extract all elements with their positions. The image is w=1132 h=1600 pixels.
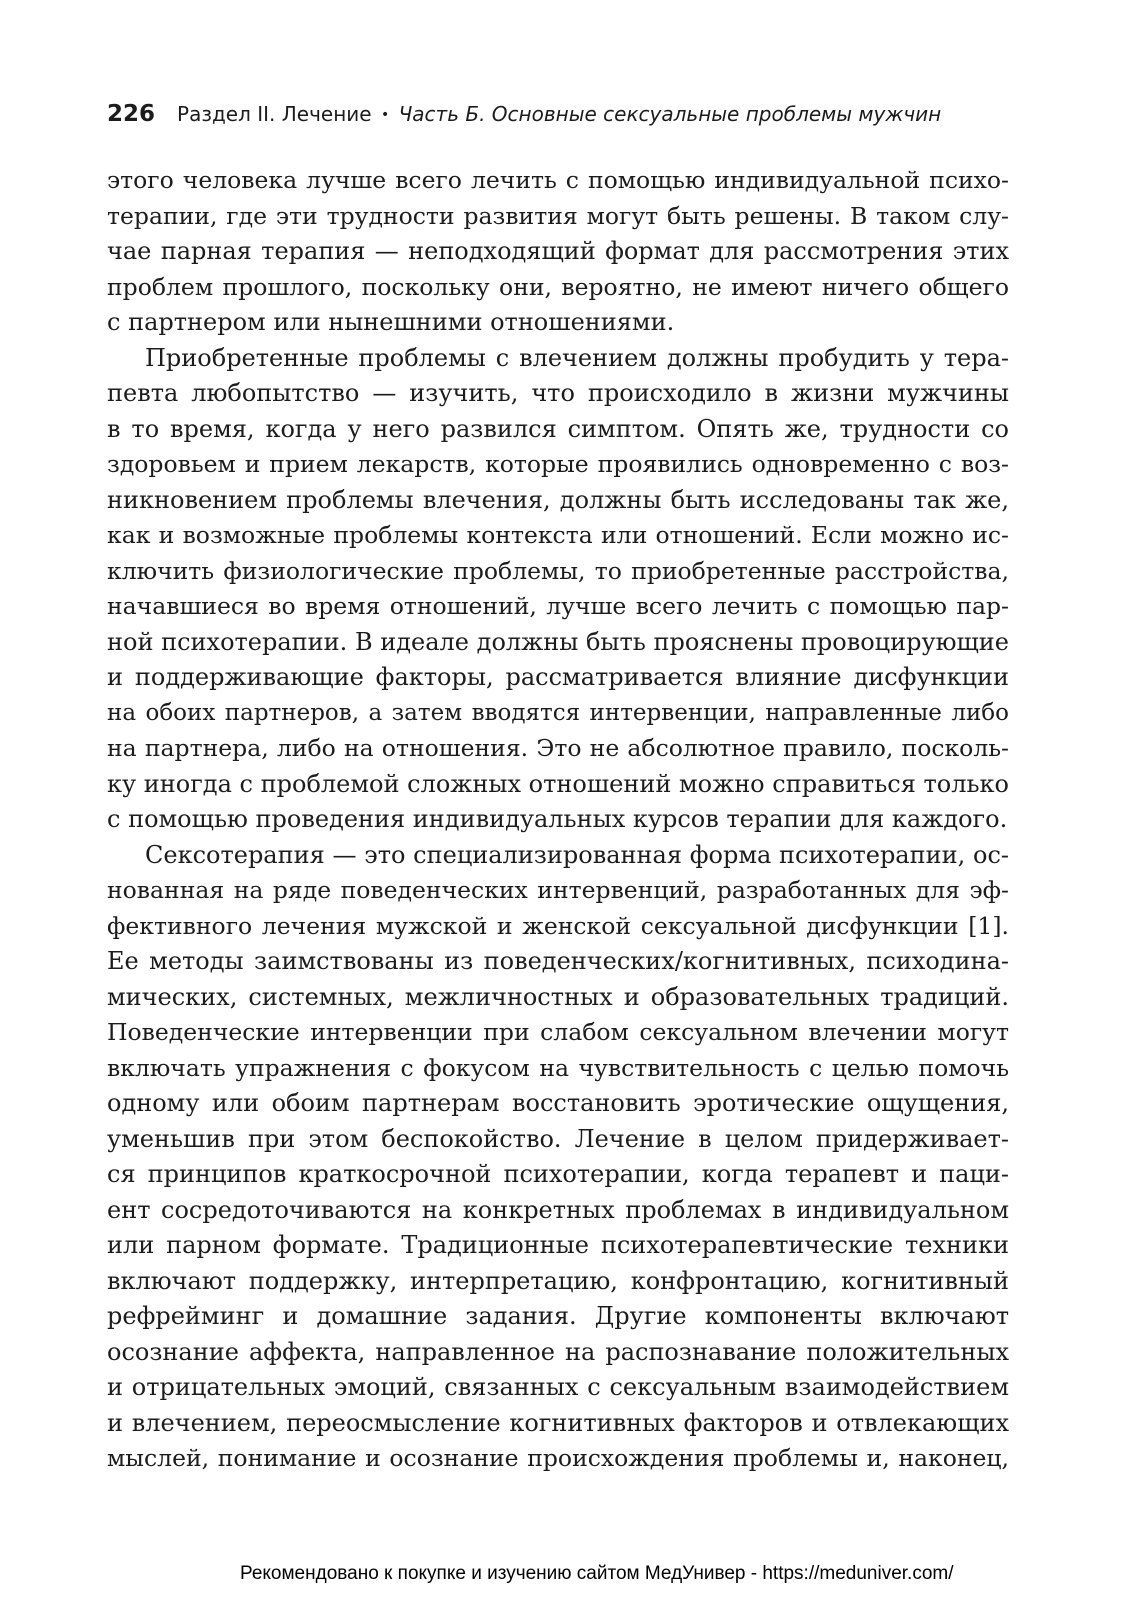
text-line: здоровьем и прием лекарств, которые проявились одновременно с воз-	[107, 450, 1009, 478]
text-line: терапии, где эти трудности развития могут быть решены. В таком слу-	[107, 201, 1009, 230]
text-line: как и возможные проблемы контекста или отношений. Если можно ис-	[107, 521, 1009, 549]
text-line: рефрейминг и домашние задания. Другие компоненты включают	[107, 1302, 1009, 1330]
page-number: 226	[107, 101, 156, 127]
text-line: на обоих партнеров, а затем вводятся интервенции, направленные либо	[107, 699, 1009, 726]
text-line: ключить физиологические проблемы, то приобретенные расстройства,	[107, 556, 1009, 585]
text-line: начавшиеся во время отношений, лучше всего лечить с помощью пар-	[107, 592, 1009, 620]
body-text	[107, 163, 1009, 1477]
header-separator: •	[380, 107, 390, 123]
paragraph-start: Сексотерапия — это специализированная форма психотерапии, ос-	[145, 840, 1009, 869]
text-line: включать упражнения с фокусом на чувствительность с целью помочь	[107, 1053, 1009, 1082]
text-line: на партнера, либо на отношения. Это не абсолютное правило, посколь-	[107, 734, 1009, 762]
text-line: мыслей, понимание и осознание происхождения проблемы и, наконец,	[107, 1444, 1009, 1472]
text-line: певта любопытство — изучить, что происходило в жизни мужчины	[107, 379, 1009, 407]
text-line: ной психотерапии. В идеале должны быть прояснены провоцирующие	[107, 627, 1009, 656]
text-line: фективного лечения мужской и женской сексуальной дисфункции [1].	[107, 911, 1009, 940]
text-line: и отрицательных эмоций, связанных с сексуальным взаимодействием	[107, 1373, 1009, 1401]
text-line: одному или обоим партнерам восстановить эротические ощущения,	[107, 1089, 1009, 1117]
text-line: Ее методы заимствованы из поведенческих/когнитивных, психодина-	[107, 947, 1009, 975]
part-title: Часть Б. Основные сексуальные проблемы мужчин	[398, 102, 942, 126]
text-line: и влечением, переосмысление когнитивных факторов и отвлекающих	[107, 1408, 1009, 1437]
text-line: нованная на ряде поведенческих интервенций, разработанных для эф-	[107, 876, 1009, 904]
paragraph-start: Приобретенные проблемы с влечением должны пробудить у тера-	[145, 343, 1009, 372]
text-line: уменьшив при этом беспокойство. Лечение в целом придерживает-	[107, 1124, 1009, 1153]
text-line: чае парная терапия — неподходящий формат для рассмотрения этих	[107, 237, 1009, 265]
footer-watermark: Рекомендовано к покупке и изучению сайтом МедУнивер - https://meduniver.com/	[240, 1563, 954, 1584]
text-line: или парном формате. Традиционные психотерапевтические техники	[107, 1231, 1009, 1259]
text-line: никновением проблемы влечения, должны быть исследованы так же,	[107, 485, 1009, 514]
section-title: Раздел II. Лечение	[177, 102, 372, 126]
text-line: ся принципов краткосрочной психотерапии, когда терапевт и паци-	[107, 1160, 1009, 1188]
text-line: включают поддержку, интерпретацию, конфронтацию, когнитивный	[107, 1266, 1009, 1295]
text-line: осознание аффекта, направленное на распознавание положительных	[107, 1337, 1009, 1366]
text-line: с помощью проведения индивидуальных курсов терапии для каждого.	[107, 805, 1008, 833]
text-line: ент сосредоточиваются на конкретных проблемах в индивидуальном	[107, 1195, 1009, 1224]
text-line: и поддерживающие факторы, рассматривается влияние дисфункции	[107, 663, 1009, 691]
text-line: Поведенческие интервенции при слабом сексуальном влечении могут	[107, 1018, 1009, 1046]
running-header	[107, 100, 1027, 131]
text-line: мических, системных, межличностных и образовательных традиций.	[107, 982, 1009, 1011]
text-line: в то время, когда у него развился симптом. Опять же, трудности со	[107, 414, 1009, 443]
text-line: ку иногда с проблемой сложных отношений можно справиться только	[107, 769, 1009, 798]
text-line: проблем прошлого, поскольку они, вероятно, не имеют ничего общего	[107, 272, 1009, 301]
text-line: этого человека лучше всего лечить с помощью индивидуальной психо-	[107, 166, 1009, 194]
text-line: с партнером или нынешними отношениями.	[107, 308, 675, 336]
